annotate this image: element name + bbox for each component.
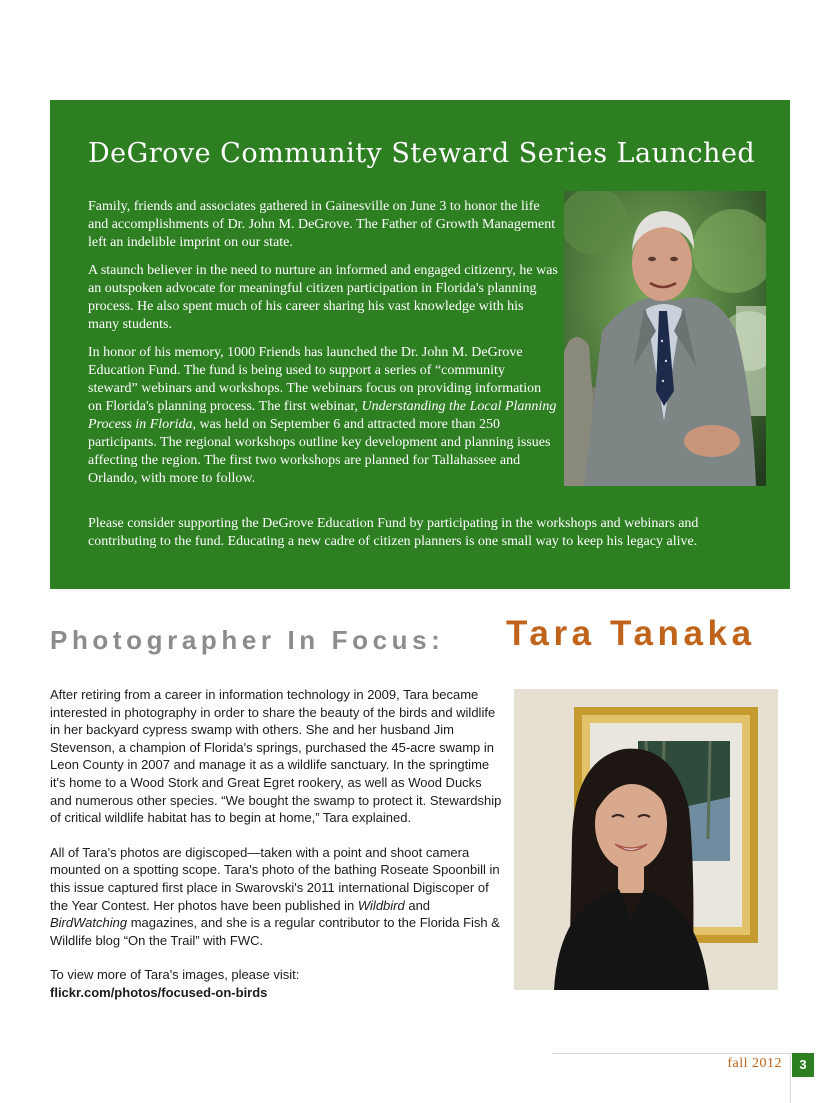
issue-season: fall 2012 [727, 1056, 782, 1071]
photographer-in-focus-label: Photographer In Focus: [50, 625, 445, 655]
degrove-photo [564, 191, 766, 486]
flickr-link[interactable]: flickr.com/photos/focused-on-birds [50, 984, 268, 1000]
steward-paragraph-2: A staunch believer in the need to nurture an informed and engaged citizenry, he was an outspoken advocate for meaningful citizen participation in Florida's planning process. He also spent much of his career sharing his vast knowledge with his many students. [88, 263, 558, 332]
photographer-paragraph-3 [50, 966, 505, 1001]
photographer-body [50, 686, 505, 1019]
p2-text-a: All of Tara's photos are digiscoped—taken with a point and shoot camera mounted on a spotting scope. Tara's photo of the bathing Roseate Spoonbill in this issue captured first place in Swarovski's 2011 international Digiscoper of the Year Contest. Her photos have been published in [50, 844, 500, 913]
steward-p3-text-a: In honor of his memory, 1000 Friends has launched the Dr. John M. DeGrove Education Fund. The fund is being used to support a series of “community steward” webinars and workshops. The webinars focus on providing information on Florida's planning process. The first webinar, [88, 345, 542, 414]
visit-prompt: To view more of Tara's images, please visit: [50, 967, 300, 983]
steward-body [88, 198, 558, 498]
steward-paragraph-4: Please consider supporting the DeGrove Education Fund by participating in the workshops and webinars and contributing to the fund. Educating a new cadre of citizen planners is one small way to keep his legacy alive. [88, 516, 699, 549]
photographer-name: Tara Tanaka [506, 614, 756, 653]
photographer-heading [50, 614, 785, 658]
tara-photo [514, 689, 778, 990]
p2-text-and: and [404, 897, 431, 913]
magazine-wildbird: Wildbird [357, 897, 405, 913]
p2-text-b: magazines, and she is a regular contributor to the Florida Fish & Wildlife blog “On the Trail” with FWC. [50, 915, 500, 948]
magazine-birdwatching: BirdWatching [50, 915, 128, 931]
photographer-paragraph-2 [50, 844, 505, 950]
steward-title: DeGrove Community Steward Series Launched [88, 138, 756, 169]
steward-paragraph-1: Family, friends and associates gathered in Gainesville on June 3 to honor the life and accomplishments of Dr. John M. DeGrove. The Father of Growth Management left an indelible imprint on our state. [88, 199, 556, 250]
steward-p3-text-b: was held on September 6 and attracted more than 250 participants. The regional workshops outline key development and planning issues affecting the region. The first two workshops are planned for Tallahassee and Orlando, with more to follow. [88, 417, 551, 486]
page-number: 3 [792, 1053, 814, 1077]
footer-divider [552, 1053, 815, 1054]
footer-vertical-divider [790, 1053, 791, 1103]
photographer-paragraph-1: After retiring from a career in information technology in 2009, Tara became interested in photography in order to share the beauty of the birds and wildlife in her backyard cypress swamp with others. She and her husband Jim Stevenson, a champion of Florida's springs, purchased the 45-acre swamp in Leon County in 2007 and manage it as a wildlife sanctuary. In the springtime it's home to a Wood Stork and Great Egret rookery, as well as Wood Ducks and numerous other species. “We bought the swamp to protect it. Stewardship of critical wildlife habitat has to begin at home,” Tara explained. [50, 687, 502, 826]
webinar-title: Understanding the Local Planning Process in Florida, [88, 399, 557, 432]
steward-feature-box [50, 100, 790, 589]
steward-paragraph-3 [88, 344, 558, 488]
